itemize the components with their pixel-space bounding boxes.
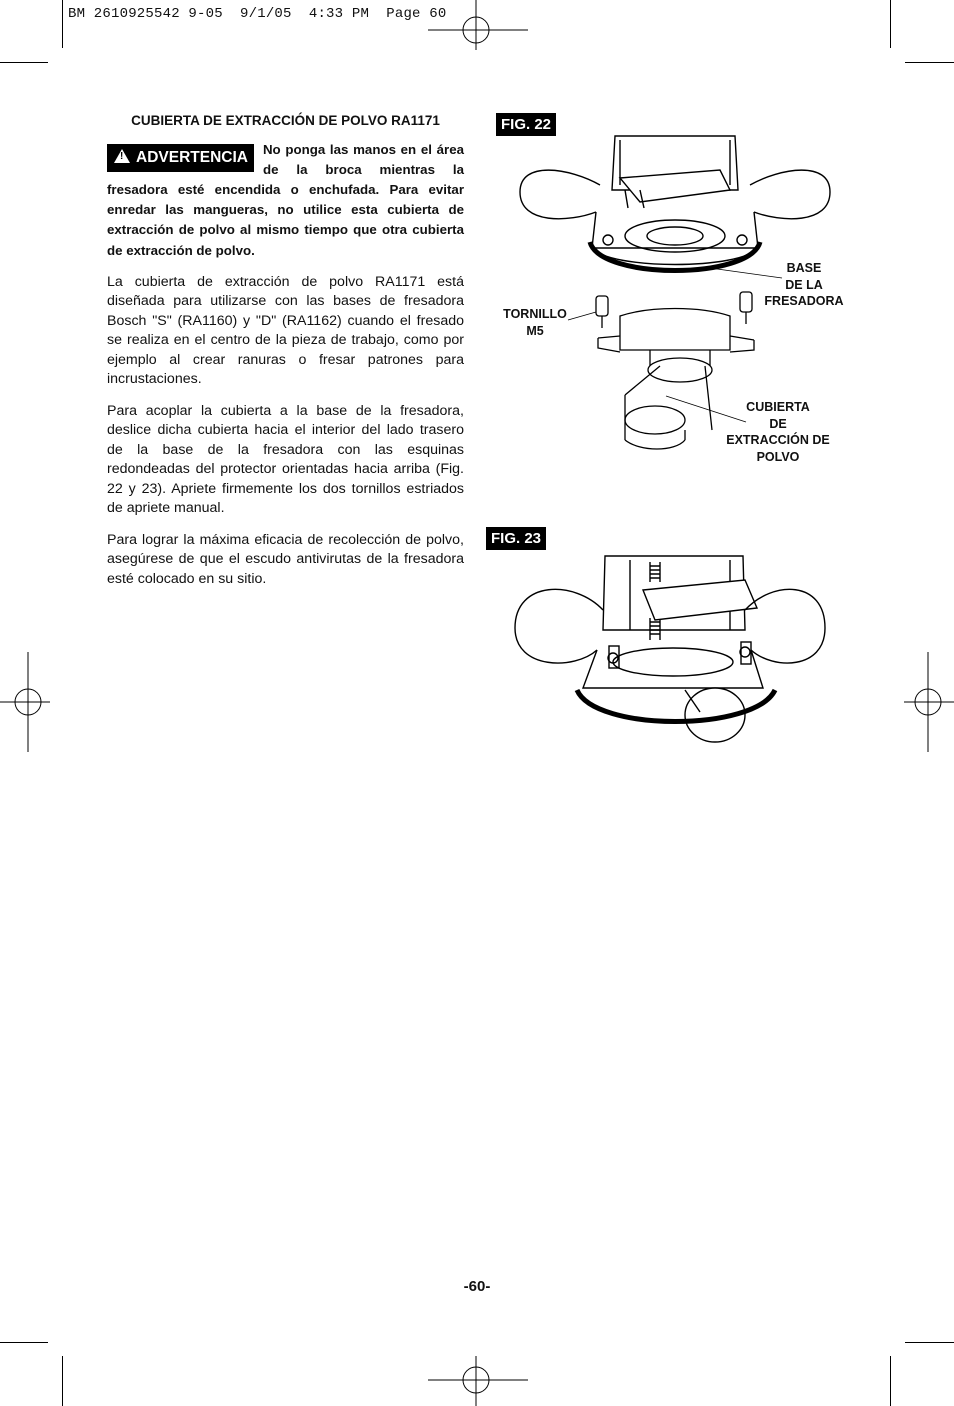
label-dust-cover: [720, 399, 836, 465]
warning-badge: [107, 144, 254, 172]
print-slug: BM 2610925542 9-05 9/1/05 4:33 PM Page 60: [68, 6, 447, 22]
label-line: FRESADORA: [764, 294, 844, 308]
label-line: EXTRACCIÓN DE: [726, 433, 830, 447]
registration-mark-right: [904, 652, 954, 752]
crop-mark: [905, 62, 954, 63]
label-line: TORNILLO: [503, 307, 567, 321]
warning-triangle-icon: [114, 149, 130, 163]
label-line: POLVO: [756, 449, 800, 464]
crop-mark: [905, 1342, 954, 1343]
label-line: BASE: [786, 261, 822, 275]
registration-mark-bottom: [428, 1356, 528, 1406]
fig23-illustration: [505, 550, 835, 750]
label-line: M5: [526, 323, 544, 338]
crop-mark: [890, 0, 891, 48]
label-screw: [500, 306, 570, 339]
registration-mark-left: [0, 652, 50, 752]
crop-mark: [890, 1356, 891, 1406]
label-line: DE: [769, 416, 787, 431]
label-router-base: [760, 260, 848, 310]
paragraph: La cubierta de extracción de polvo RA1171 está diseñada para utilizarse con las bases de fresadora Bosch "S" (RA1160) y "D" (RA1162) cuando el fresado se realiza en el centro de la pieza de trabajo, como por ejemplo al crear ranuras o fresar patrones para incrustaciones.: [107, 273, 464, 388]
crop-mark: [0, 1342, 48, 1343]
fig22-tag: FIG. 22: [496, 113, 556, 136]
label-line: DE LA: [785, 277, 823, 292]
warning-label: ADVERTENCIA: [136, 148, 248, 166]
warning-text: No ponga las manos en el área de la broca mientras la fresadora esté encendida o enchufada. Para evitar enredar las mangueras, no utilice esta cubierta de extracción de polvo al mismo tiempo que otra cubierta de extracción de polvo.: [107, 141, 464, 258]
paragraph: Para lograr la máxima eficacia de recolección de polvo, asegúrese de que el escudo antivirutas de la fresadora esté colocado en su sitio.: [107, 531, 464, 587]
fig23-tag: FIG. 23: [486, 527, 546, 550]
section-heading: CUBIERTA DE EXTRACCIÓN DE POLVO RA1171: [131, 113, 440, 128]
crop-mark: [0, 62, 48, 63]
crop-mark: [62, 1356, 63, 1406]
text-column: [107, 111, 464, 589]
warning-block: [107, 140, 464, 261]
paragraph: Para acoplar la cubierta a la base de la fresadora, deslice dicha cubierta hacia el interior del lado trasero de la base de la fresadora con las esquinas redondeadas del protector orientadas hacia arriba (Fig. 22 y 23). Apriete firmemente los dos tornillos estriados de apriete manual.: [107, 402, 464, 517]
crop-mark: [62, 0, 63, 48]
page-number: -60-: [463, 1278, 491, 1295]
label-line: CUBIERTA: [746, 400, 810, 414]
